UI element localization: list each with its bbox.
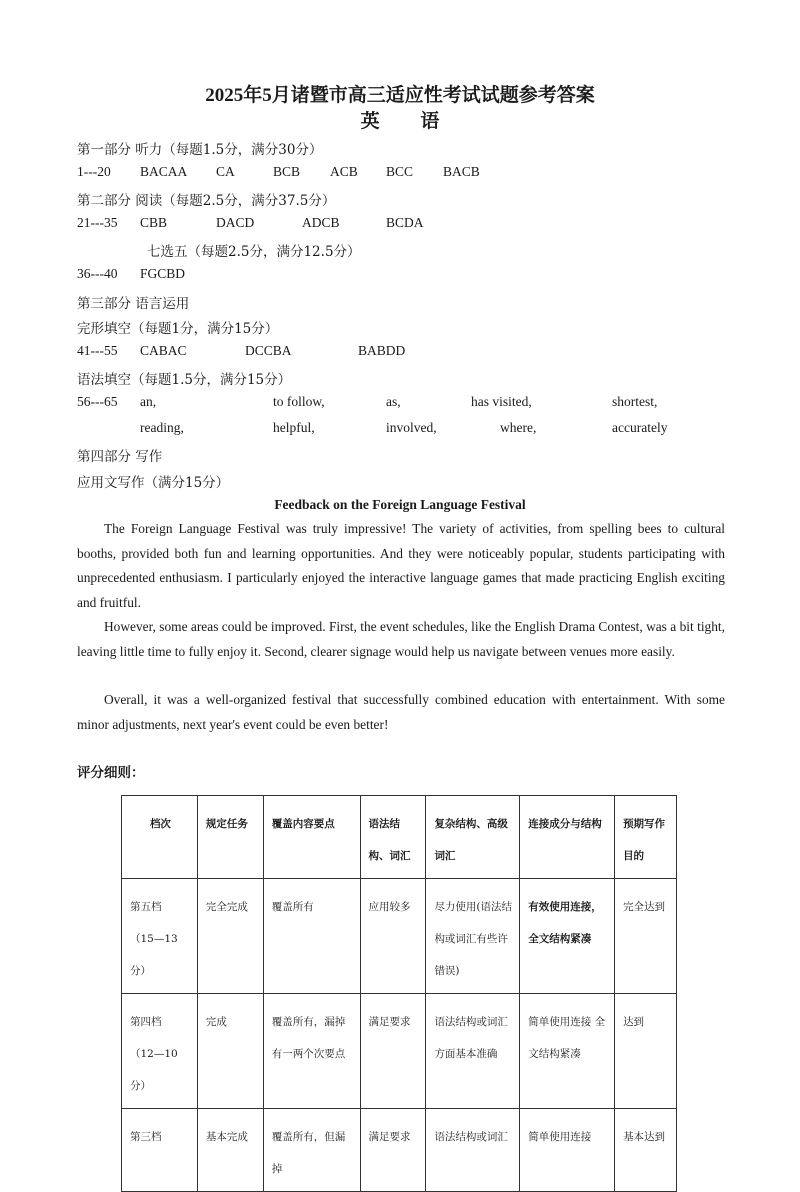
seven-five-label: 36---40 (77, 266, 118, 281)
grammar-heading: 语法填空（每题1.5分，满分15分） (77, 372, 292, 388)
header-cell: 覆盖内容要点 (263, 796, 360, 879)
answer-group: FGCBD (140, 266, 186, 281)
answer-group: BACB (443, 164, 480, 179)
coverage-cell: 覆盖所有，漏掉有一两个次要点 (263, 994, 360, 1109)
essay-paragraph: Overall, it was a well-organized festival that successfully combined education with entertainment. With some minor adjustments, next year's event could be even better! (77, 692, 725, 732)
answer-group: ADCB (302, 215, 340, 230)
grammar-cell: 满足要求 (360, 1109, 426, 1192)
answer-group: ACB (330, 164, 358, 179)
writing-heading: 第四部分 写作 (77, 449, 163, 465)
purpose-cell: 达到 (615, 994, 677, 1109)
grammar-cell: 满足要求 (360, 994, 426, 1109)
listening-label: 1---20 (77, 164, 111, 179)
rubric-table (121, 795, 677, 1192)
grammar-answer: accurately (612, 420, 668, 435)
header-cell: 复杂结构、高级词汇 (426, 796, 520, 879)
task-cell: 完成 (197, 994, 263, 1109)
grammar-answer: shortest, (612, 394, 658, 409)
connect-cell: 简单使用连接 全文结构紧凑 (520, 994, 615, 1109)
essay-title: Feedback on the Foreign Language Festival (274, 497, 526, 512)
rubric-heading: 评分细则： (77, 765, 145, 781)
answer-group: CA (216, 164, 235, 179)
connect-cell: 有效使用连接，全文结构紧凑 (520, 879, 615, 994)
grammar-answer: as, (386, 394, 401, 409)
table-header-row (122, 796, 677, 879)
complex-cell: 尽力使用(语法结构或词汇有些许错误) (426, 879, 520, 994)
answer-group: DCCBA (245, 343, 292, 358)
grammar-answer: involved, (386, 420, 437, 435)
answer-group: BCB (273, 164, 301, 179)
grammar-answer: to follow, (273, 394, 325, 409)
grammar-answer: an, (140, 394, 157, 409)
grammar-answer: where, (500, 420, 537, 435)
table-row (122, 1109, 677, 1192)
table-row (122, 879, 677, 994)
listening-heading: 第一部分 听力（每题1.5分，满分30分） (77, 142, 323, 158)
purpose-cell: 完全达到 (615, 879, 677, 994)
essay-paragraph: However, some areas could be improved. First, the event schedules, like the English Drama Contest, was a bit tight, leaving little time to fully enjoy it. Second, clearer signage would help us navigate between venues more easily. (77, 619, 725, 659)
grammar-label: 56---65 (77, 394, 118, 409)
header-cell: 规定任务 (197, 796, 263, 879)
grammar-answer: has visited, (471, 394, 532, 409)
answer-group: CABAC (140, 343, 187, 358)
cloze-label: 41---55 (77, 343, 118, 358)
purpose-cell: 基本达到 (615, 1109, 677, 1192)
header-cell: 语法结构、词汇 (360, 796, 426, 879)
level-cell (122, 1109, 198, 1192)
page-title: 2025年5月诸暨市高三适应性考试试题参考答案 (205, 85, 595, 106)
task-cell: 完全完成 (197, 879, 263, 994)
level-name: 第五档 (130, 901, 162, 913)
answer-group: BCC (386, 164, 414, 179)
grammar-answer: helpful, (273, 420, 315, 435)
reading-label: 21---35 (77, 215, 118, 230)
coverage-cell: 覆盖所有 (263, 879, 360, 994)
complex-cell: 语法结构或词汇方面基本准确 (426, 994, 520, 1109)
practical-writing-heading: 应用文写作（满分15分） (77, 475, 230, 491)
answer-group: BABDD (358, 343, 406, 358)
level-range: （15—13分） (130, 933, 178, 977)
language-heading: 第三部分 语言运用 (77, 296, 190, 312)
grammar-answer: reading, (140, 420, 184, 435)
grammar-cell: 应用较多 (360, 879, 426, 994)
coverage-cell: 覆盖所有，但漏掉 (263, 1109, 360, 1192)
level-name: 第三档 (130, 1131, 162, 1143)
connect-cell: 简单使用连接 (520, 1109, 615, 1192)
answer-group: CBB (140, 215, 168, 230)
level-name: 第四档 (130, 1016, 162, 1028)
answer-group: BCDA (386, 215, 424, 230)
answer-group: DACD (216, 215, 255, 230)
header-cell: 档次 (122, 796, 198, 879)
subject-title: 英 语 (360, 111, 458, 132)
seven-five-heading: 七选五（每题2.5分，满分12.5分） (147, 244, 361, 260)
essay-paragraph: The Foreign Language Festival was truly impressive! The variety of activities, from spelling bees to cultural booths, provided both fun and learning opportunities. And they were noticeably popular, students participating with unprecedented enthusiasm. I particularly enjoyed the interactive language games that made practicing English exciting and fruitful. (77, 521, 725, 610)
table-row (122, 994, 677, 1109)
header-cell: 预期写作目的 (615, 796, 677, 879)
level-cell (122, 879, 198, 994)
answer-group: BACAA (140, 164, 188, 179)
header-cell: 连接成分与结构 (520, 796, 615, 879)
cloze-heading: 完形填空（每题1分，满分15分） (77, 321, 279, 337)
reading-heading: 第二部分 阅读（每题2.5分，满分37.5分） (77, 193, 336, 209)
level-cell (122, 994, 198, 1109)
complex-cell: 语法结构或词汇 (426, 1109, 520, 1192)
level-range: （12—10分） (130, 1048, 178, 1092)
task-cell: 基本完成 (197, 1109, 263, 1192)
